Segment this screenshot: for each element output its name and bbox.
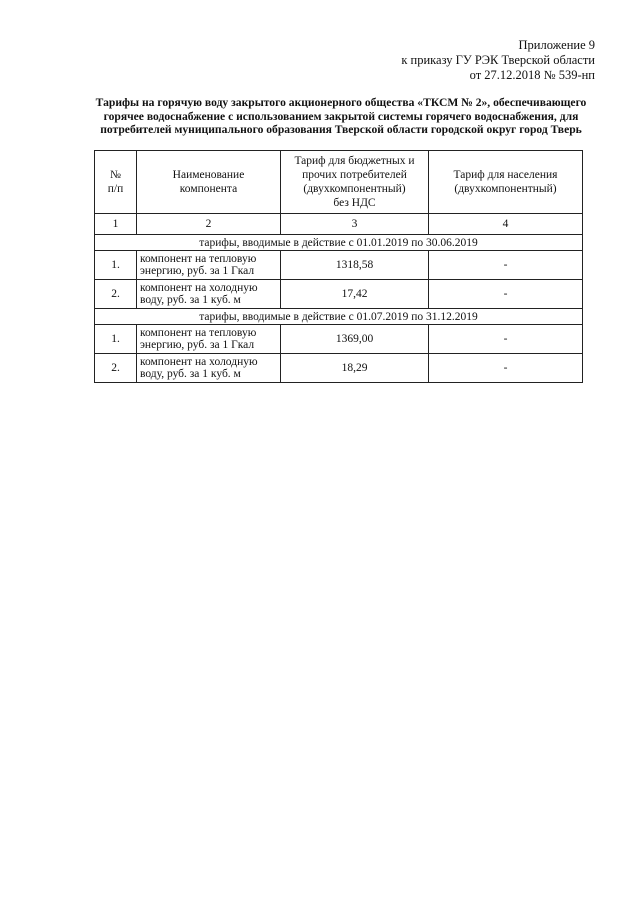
period-label: тарифы, вводимые в действие с 01.07.2019 по 31.12.2019 [95,309,583,325]
column-number: 1 [95,214,137,235]
table-row [95,325,583,354]
period-row [95,235,583,251]
header-component-name: Наименование компонента [137,151,281,214]
table-header-row [95,151,583,214]
title-line-1: Тарифы на горячую воду закрытого акционерного общества «ТКСМ № 2», обеспечивающего [95,96,587,109]
column-number: 2 [137,214,281,235]
component-name: компонент на тепловую энергию, руб. за 1 Гкал [137,325,281,354]
order-date: от 27.12.2018 № 539-нп [469,68,595,82]
column-number-row [95,214,583,235]
row-number: 1. [95,325,137,354]
header-population-tariff: Тариф для населения (двухкомпонентный) [429,151,583,214]
header-budget-tariff: Тариф для бюджетных и прочих потребителей (двухкомпонентный) без НДС [281,151,429,214]
budget-tariff-value: 1369,00 [281,325,429,354]
header-number: № п/п [95,151,137,214]
tariff-table [94,150,583,383]
budget-tariff-value: 1318,58 [281,251,429,280]
row-number: 2. [95,354,137,383]
population-tariff-value: - [429,280,583,309]
table-row [95,251,583,280]
title-line-3: потребителей муниципального образования Тверской области городской округ город Тверь [100,123,582,136]
component-name: компонент на холодную воду, руб. за 1 куб. м [137,280,281,309]
row-number: 2. [95,280,137,309]
column-number: 4 [429,214,583,235]
order-reference: к приказу ГУ РЭК Тверской области [401,53,595,67]
table-row [95,354,583,383]
row-number: 1. [95,251,137,280]
population-tariff-value: - [429,251,583,280]
document-title [86,96,596,137]
period-row [95,309,583,325]
population-tariff-value: - [429,325,583,354]
period-label: тарифы, вводимые в действие с 01.01.2019 по 30.06.2019 [95,235,583,251]
population-tariff-value: - [429,354,583,383]
component-name: компонент на холодную воду, руб. за 1 куб. м [137,354,281,383]
column-number: 3 [281,214,429,235]
budget-tariff-value: 18,29 [281,354,429,383]
budget-tariff-value: 17,42 [281,280,429,309]
component-name: компонент на тепловую энергию, руб. за 1 Гкал [137,251,281,280]
appendix-number: Приложение 9 [518,38,595,52]
title-line-2: горячее водоснабжение с использованием закрытой системы горячего водоснабжения, для [103,109,579,123]
table-row [95,280,583,309]
appendix-header [401,38,595,83]
